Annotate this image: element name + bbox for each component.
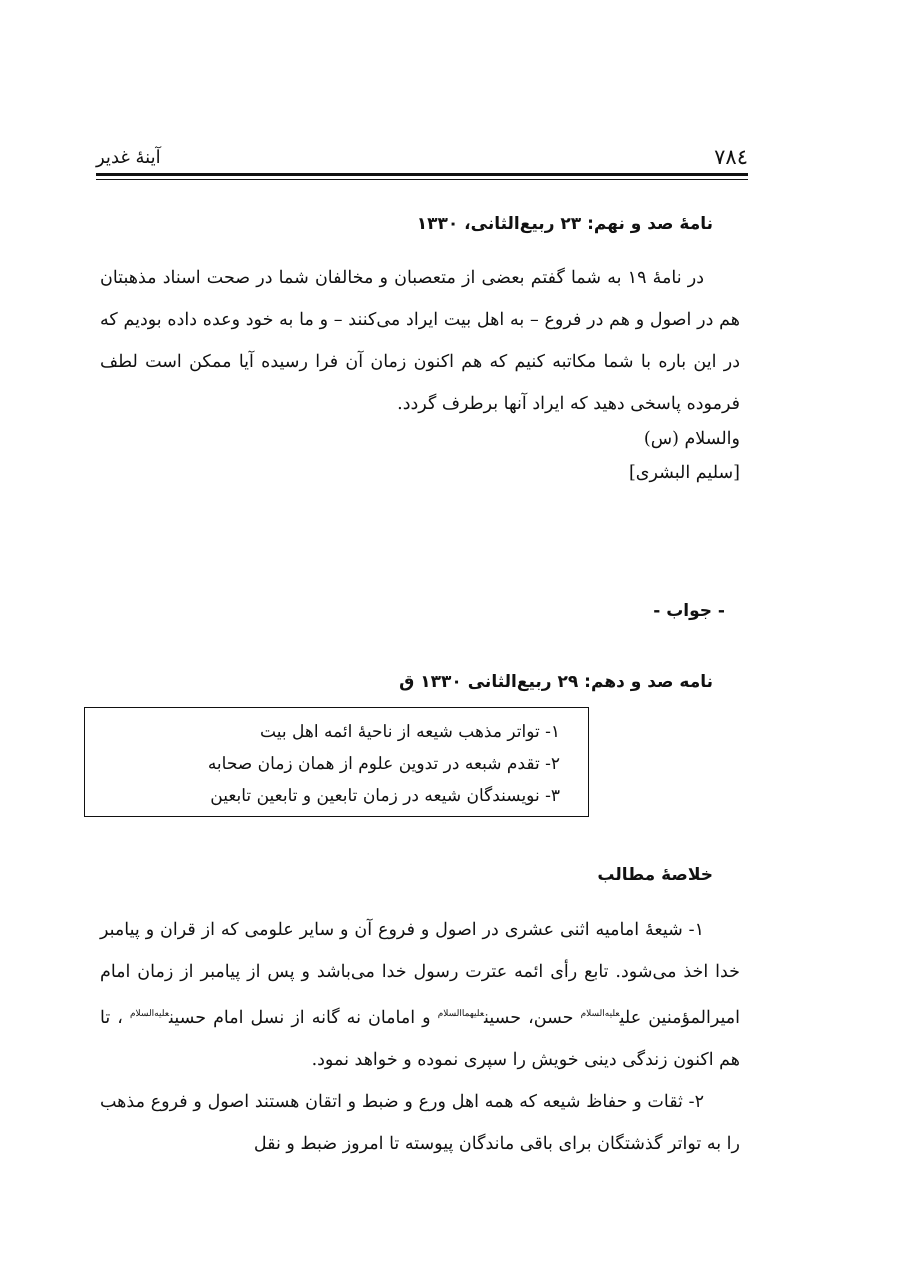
letter-heading: نامهٔ صد و نهم: ۲۳ ربیع‌الثانی، ۱۳۳۰ [416, 214, 713, 234]
summary-text: ۱- شیعهٔ امامیه اثنی عشری در اصول و فروع آن و سایر علومی که از قران و پیامبر خدا اخذ می‌شود. تابع رأی ائمه عترت رسول خدا می‌باشد و پس از پیامبر از زمان امام امیرالمؤمنین علی [100, 920, 740, 1028]
letter-signer: [سلیم البشری] [628, 463, 740, 483]
answer-heading: نامه صد و دهم: ۲۹ ربیع‌الثانی ۱۳۳۰ ق [399, 672, 713, 692]
blessing-mark: علیه‌السلام [129, 1009, 170, 1019]
letter-paragraph: در نامهٔ ۱۹ به شما گفتم بعضی از متعصبان و مخالفان شما در صحت اسناد مذهبتان هم در اصول و هم در فروع – به اهل بیت ایراد می‌کنند – و ما به خود وعده داده بودیم که در این باره با شما مکاتبه کنیم که هم اکنون زمان آن فرا رسیده آیا ممکن است لطف فرموده پاسخی دهید که ایراد آنها برطرف گردد. [100, 268, 740, 414]
summary-heading: خلاصهٔ مطالب [597, 865, 713, 885]
header-rule [96, 173, 748, 176]
summary-paragraph-2: ۲- ثقات و حفاظ شیعه که همه اهل ورع و ضبط و اتقان هستند اصول و فروع مذهب را به تواتر گذشتگان برای باقی ماندگان پیوسته تا امروز ضبط و نقل [100, 1091, 740, 1154]
topics-box-item: ۱- تواتر مذهب شیعه از ناحیهٔ ائمه اهل بیت [260, 722, 560, 742]
letter-body [100, 257, 740, 425]
summary-text: و امامان نه گانه از نسل امام حسین [169, 1007, 438, 1028]
letter-closing: والسلام (س) [643, 429, 740, 449]
page-number: ۷۸٤ [714, 145, 748, 169]
letter-signature [629, 422, 740, 490]
topics-box-item: ۲- تقدم شبعه در تدوین علوم از همان زمان صحابه [207, 754, 560, 774]
summary-paragraph-1 [100, 909, 740, 1081]
blessing-mark: علیه‌السلام [580, 1009, 620, 1019]
blessing-mark: علیهماالسلام [437, 1009, 485, 1019]
book-title: آینهٔ غدیر [96, 147, 161, 168]
topics-box [84, 707, 589, 817]
answer-label: - جواب - [653, 601, 725, 621]
header-rule-thin [96, 179, 748, 180]
summary-text: حسن، حسین [484, 1007, 581, 1028]
topics-box-item: ۳- نویسندگان شیعه در زمان تابعین و تابعین تابعین [210, 786, 560, 806]
summary-text: ، تا هم اکنون زندگی دینی خویش را سپری نموده و خواهد نمود. [100, 1007, 740, 1070]
summary-body [100, 909, 740, 1165]
